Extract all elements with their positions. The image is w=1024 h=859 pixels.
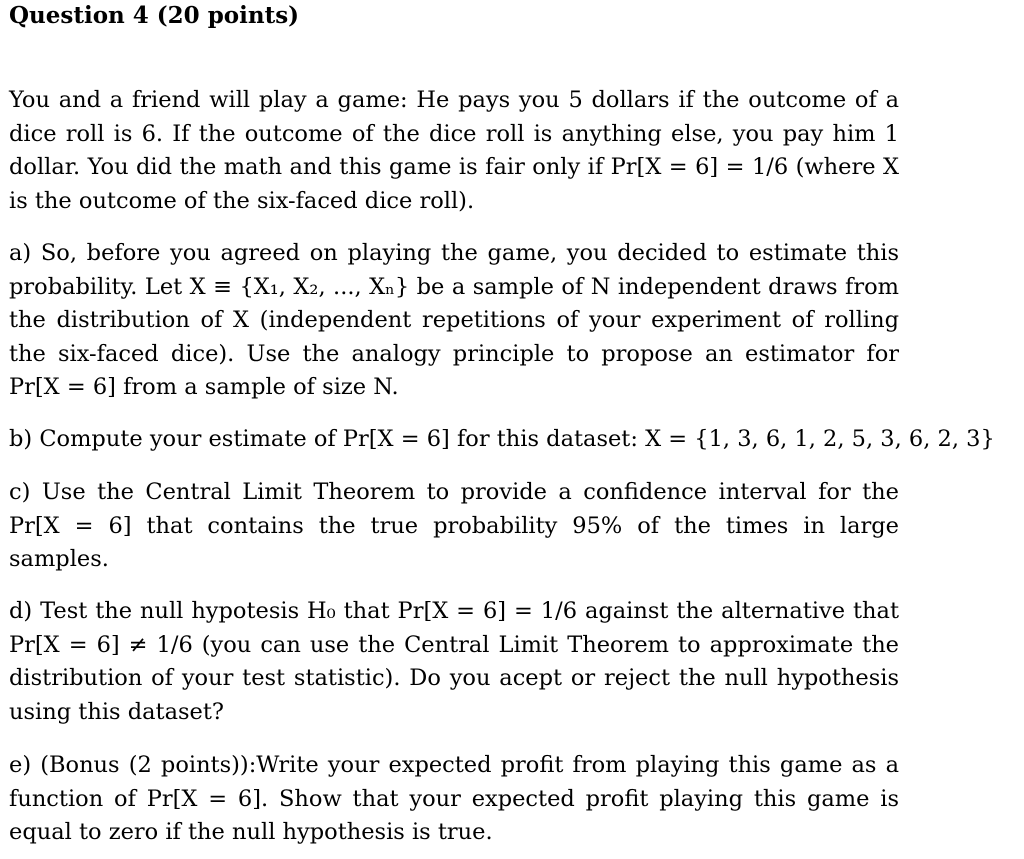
question-label: Question 4 [9,2,149,29]
part-b-paragraph: b) Compute your estimate of Pr[X = 6] for this dataset: X = {1, 3, 6, 1, 2, 5, 3, 6, 2, 3} [9,426,995,452]
question-page [9,0,995,845]
part-d-paragraph: d) Test the null hypotesis H₀ that Pr[X = 6] = 1/6 against the alternative that Pr[X = 6] ≠ 1/6 (you can use the Central Limit Theorem to approximate the distribution of your test statistic). Do you acept or reject the null hypothesis using this dataset? [9,598,899,725]
part-e-paragraph: e) (Bonus (2 points)):Write your expected profit from playing this game as a function of Pr[X = 6]. Show that your expected profit playing this game is equal to zero if the null hypothesis is true. [9,752,899,845]
question-heading [9,0,899,31]
part-c-paragraph: c) Use the Central Limit Theorem to provide a confidence interval for the Pr[X = 6] that contains the true probability 95% of the times in large samples. [9,479,899,572]
intro-paragraph: You and a friend will play a game: He pays you 5 dollars if the outcome of a dice roll is 6. If the outcome of the dice roll is anything else, you pay him 1 dollar. You did the math and this game is fair only if Pr[X = 6] = 1/6 (where X is the outcome of the six-faced dice roll). [9,87,899,214]
question-points: (20 points) [156,2,300,29]
part-a-paragraph: a) So, before you agreed on playing the game, you decided to estimate this probability. Let X ≡ {X₁, X₂, ..., Xₙ} be a sample of N independent draws from the distribution of X (independent repetitions of your experiment of rolling the six-faced dice). Use the analogy principle to propose an estimator for Pr[X = 6] from a sample of size N. [9,240,899,400]
